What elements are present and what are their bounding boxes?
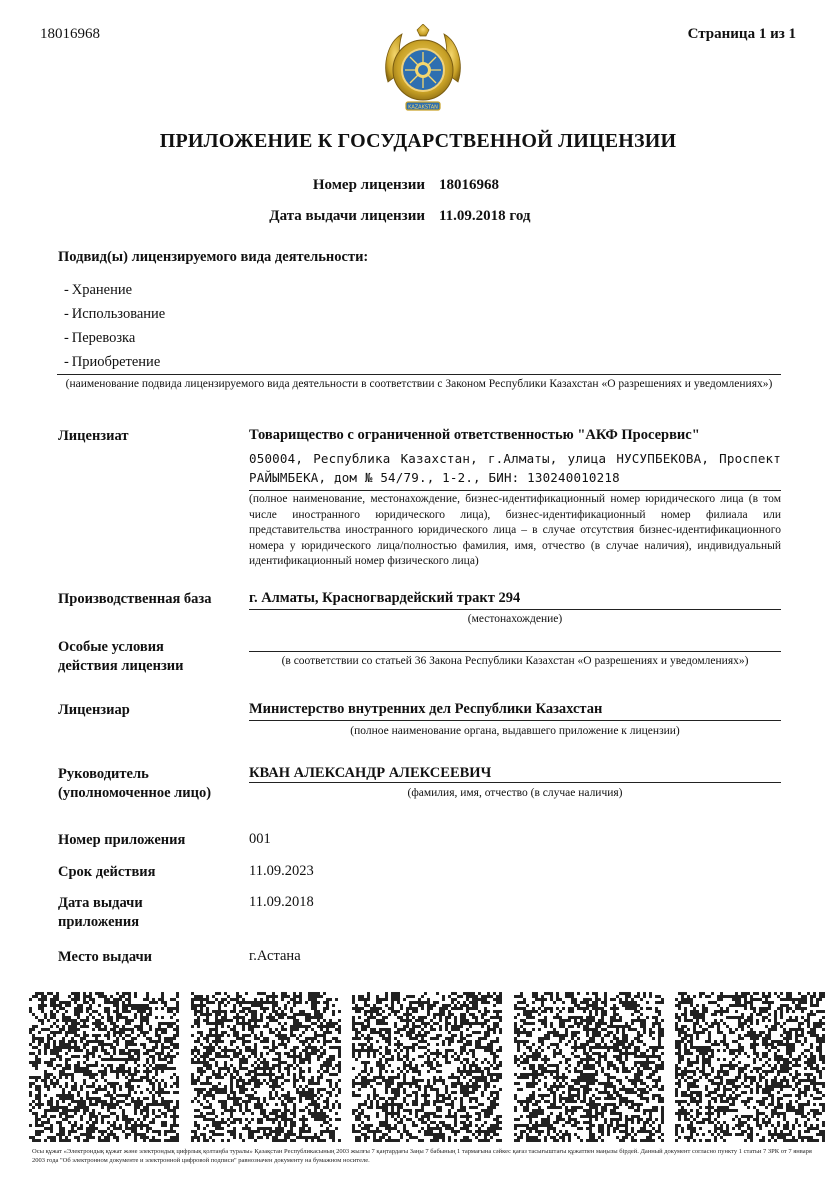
head-caption: (фамилия, имя, отчество (в случае наличия) — [407, 787, 623, 799]
subtypes-heading: Подвид(ы) лицензируемого вида деятельности: — [58, 249, 369, 265]
licensor-label: Лицензиар — [58, 702, 130, 718]
divider — [249, 609, 781, 610]
production-base-label: Производственная база — [58, 591, 212, 607]
subtypes-list — [64, 280, 165, 376]
barcode-3 — [352, 992, 502, 1142]
document-number-header: 18016968 — [40, 26, 100, 42]
page-indicator: Страница 1 из 1 — [687, 26, 796, 42]
production-base-caption: (местонахождение) — [467, 613, 563, 625]
appendix-date-value: 11.09.2018 — [249, 894, 314, 910]
special-conditions-label-line2: действия лицензии — [58, 658, 184, 674]
divider — [249, 720, 781, 721]
barcode-1 — [29, 992, 179, 1142]
state-emblem-icon — [380, 24, 466, 116]
appendix-number-value: 001 — [249, 831, 271, 847]
barcode-5 — [675, 992, 825, 1142]
license-issue-date-value: 11.09.2018 год — [439, 208, 531, 224]
production-base-value: г. Алматы, Красногвардейский тракт 294 — [249, 590, 521, 606]
legal-footer-note: Осы құжат «Электрондық құжат және электрондық цифрлық қолтаңба туралы» Қазақстан Республикасының 2003 жылғы 7 қаңтардағы Заңы 7 бабының 1 тармағына сәйкес қағаз тасығыштағы құжатпен маңызы бірдей. Данный документ согласно пункту 1 статьи 7 ЗРК от 7 января 2003 года "Об электронном документе и электронной цифровой подписи" равнозначен документу на бумажном носителе. — [32, 1148, 812, 1164]
licensee-caption: (полное наименование, местонахождение, бизнес-идентификационный номер юридического лица (в том числе иностранного юридического лица), бизнес-идентификационный номер филиала или представительства иностранного юридического лица – в случае отсутствия бизнес-идентификационного номера у юридического лица/полностью фамилия, имя, отчество (в случае наличия), индивидуальный идентификационный номер физического лица) — [249, 493, 781, 567]
place-label: Место выдачи — [58, 949, 153, 965]
validity-value: 11.09.2023 — [249, 863, 314, 879]
list-item: - Хранение — [64, 282, 133, 298]
validity-label: Срок действия — [58, 864, 156, 880]
list-item: - Перевозка — [64, 330, 136, 346]
head-value: КВАН АЛЕКСАНДР АЛЕКСЕЕВИЧ — [249, 765, 492, 781]
barcode-2 — [191, 992, 341, 1142]
place-value: г.Астана — [249, 948, 301, 964]
head-label-line1: Руководитель — [58, 766, 149, 782]
license-number-value: 18016968 — [439, 177, 499, 193]
licensee-address: 050004, Республика Казахстан, г.Алматы, улица НУСУПБЕКОВА, Проспект РАЙЫМБЕКА, дом № 54/79., 1-2., БИН: 130240010218 — [249, 451, 781, 485]
subtypes-caption: (наименование подвида лицензируемого вида деятельности в соответствии с Законом Республики Казахстан «О разрешениях и уведомлениях») — [65, 378, 773, 390]
svg-text:KAZAKSTAN: KAZAKSTAN — [408, 104, 438, 111]
appendix-date-label-line2: приложения — [58, 914, 140, 930]
divider — [249, 782, 781, 783]
list-item: - Использование — [64, 306, 166, 322]
appendix-date-label-line1: Дата выдачи — [58, 895, 143, 911]
divider — [57, 374, 781, 375]
licensee-name: Товарищество с ограниченной ответственностью "АКФ Просервис" — [249, 427, 700, 443]
license-number-label: Номер лицензии — [312, 177, 425, 193]
license-issue-date-label: Дата выдачи лицензии — [269, 208, 425, 224]
barcode-4 — [514, 992, 664, 1142]
special-conditions-caption: (в соответствии со статьей 36 Закона Республики Казахстан «О разрешениях и уведомлениях») — [281, 655, 749, 667]
list-item: - Приобретение — [64, 354, 161, 370]
appendix-number-label: Номер приложения — [58, 832, 186, 848]
licensor-value: Министерство внутренних дел Республики Казахстан — [249, 701, 603, 717]
special-conditions-label-line1: Особые условия — [58, 639, 164, 655]
licensee-label: Лицензиат — [58, 428, 129, 444]
divider — [249, 651, 781, 652]
head-label-line2: (уполномоченное лицо) — [58, 785, 212, 801]
divider — [249, 490, 781, 491]
licensor-caption: (полное наименование органа, выдавшего приложение к лицензии) — [350, 725, 680, 737]
barcode-row — [29, 992, 809, 1142]
document-title: ПРИЛОЖЕНИЕ К ГОСУДАРСТВЕННОЙ ЛИЦЕНЗИИ — [159, 130, 677, 152]
